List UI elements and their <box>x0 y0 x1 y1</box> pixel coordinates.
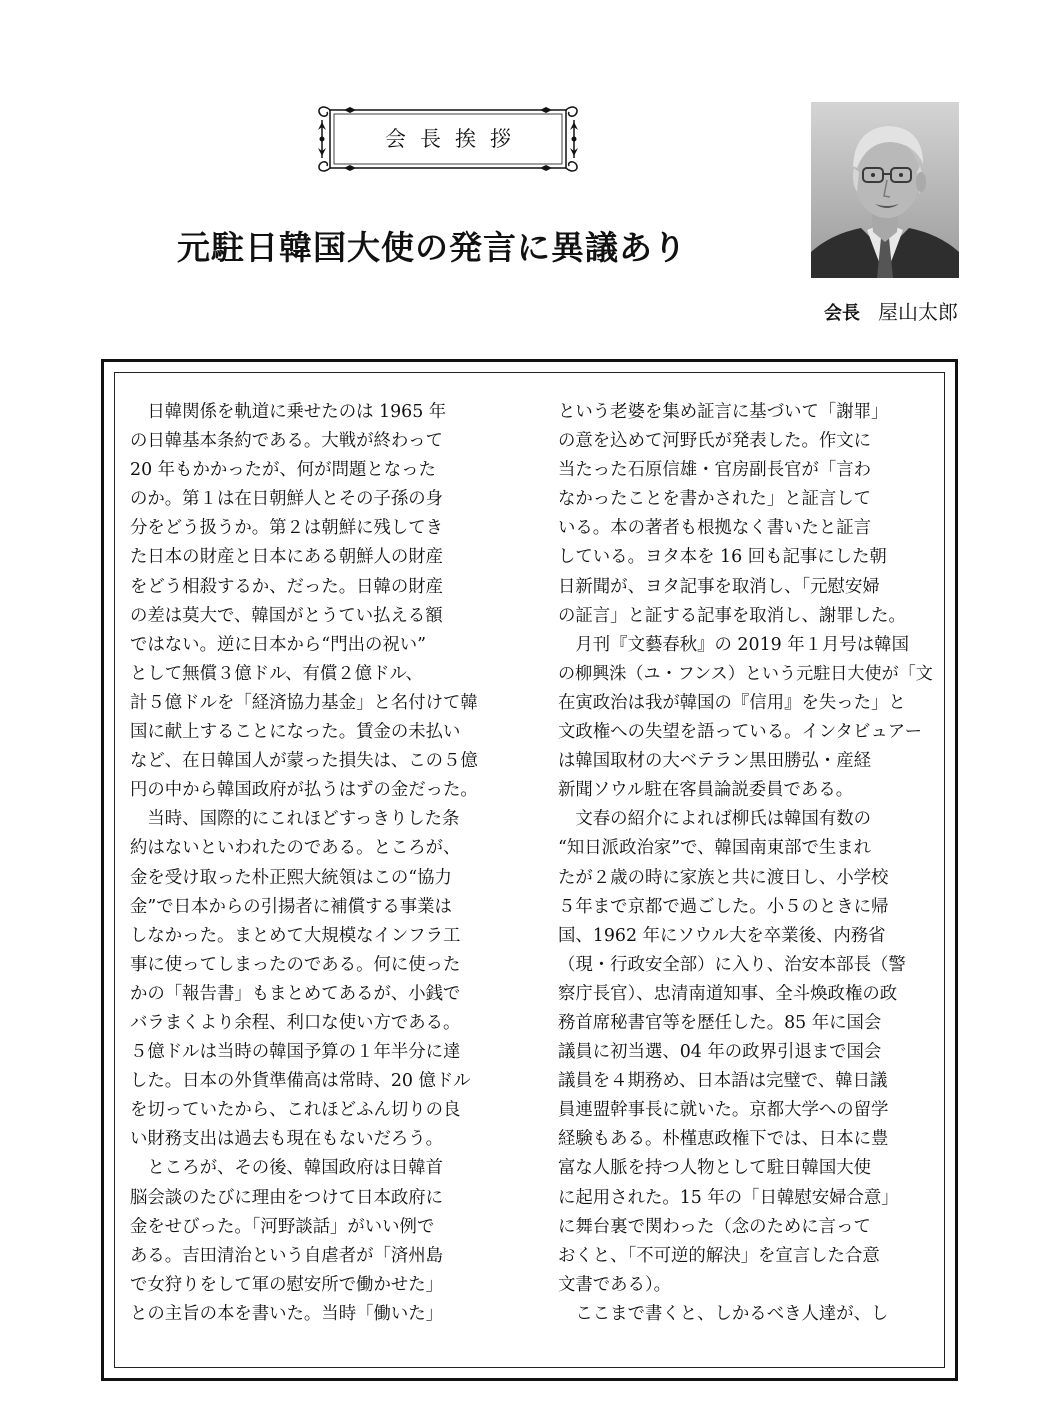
body-text-line: は韓国取材の大ベテラン黒田勝弘・産経 <box>558 751 872 772</box>
body-text-line: のか。第１は在日朝鮮人とその子孫の身 <box>130 489 444 510</box>
body-text-line: 富な人脈を持つ人物として駐日韓国大使 <box>558 1158 872 1179</box>
body-text-line: 円の中から韓国政府が払うはずの金だった。 <box>130 780 478 801</box>
body-text-line: を切っていたから、これほどふん切りの良 <box>130 1100 461 1121</box>
body-text-line: かの「報告書」もまとめてあるが、小銭で <box>130 983 461 1004</box>
body-text-line: の証言」と証する記事を取消し、謝罪した。 <box>558 605 906 626</box>
body-text-line: 当時、国際的にこれほどすっきりした条 <box>130 809 460 830</box>
body-text-line: なかったことを書かされた」と証言して <box>558 489 872 510</box>
body-text-line: たが２歳の時に家族と共に渡日し、小学校 <box>558 867 889 888</box>
body-text-line: た日本の財産と日本にある朝鮮人の財産 <box>130 547 444 568</box>
body-text-line: 当たった石原信雄・官房副長官が「言わ <box>558 460 872 481</box>
author-name: 屋山太郎 <box>878 300 958 324</box>
body-text-line: 議員に初当選、04 年の政界引退まで国会 <box>558 1042 882 1063</box>
body-text-line: で女狩りをして軍の慰安所で働かせた」 <box>130 1274 444 1295</box>
body-text-line: として無償３億ドル、有償２億ドル、 <box>130 663 423 684</box>
body-text-line: の意を込めて河野氏が発表した。作文に <box>558 431 872 452</box>
body-text-line: 察庁長官）、忠清南道知事、全斗煥政権の政 <box>558 983 898 1004</box>
body-text-line: など、在日韓国人が蒙った損失は、この５億 <box>130 751 478 772</box>
body-text-line: ある。吉田清治という自虐者が「済州島 <box>130 1245 444 1266</box>
body-text-line: した。日本の外貨準備高は常時、20 億ドル <box>130 1071 471 1092</box>
body-text-line: 月刊『文藝春秋』の 2019 年１月号は韓国 <box>558 634 909 655</box>
section-header <box>314 100 582 178</box>
body-text-line: に舞台裏で関わった（念のために言って <box>558 1216 871 1237</box>
body-text-line: 新聞ソウル駐在客員論説委員である。 <box>558 780 854 801</box>
body-text-line: 約はないといわれたのである。ところが、 <box>130 838 461 859</box>
body-text-line: 員連盟幹事長に就いた。京都大学への留学 <box>558 1100 889 1121</box>
author-role: 会長 <box>824 303 860 324</box>
body-text-line: ５年まで京都で過ごした。小５のときに帰 <box>558 896 889 917</box>
body-text-line: ここまで書くと、しかるべき人達が、し <box>558 1303 889 1324</box>
body-text-line: という老婆を集め証言に基づいて「謝罪」 <box>558 402 889 422</box>
body-text-line: 在寅政治は我が韓国の『信用』を失った」と <box>558 692 906 713</box>
body-text-line: 脳会談のたびに理由をつけて日本政府に <box>130 1187 444 1208</box>
body-text-line: いる。本の著者も根拠なく書いたと証言 <box>558 518 872 539</box>
body-text-line: 国に献上することになった。賃金の未払い <box>130 722 461 743</box>
body-text-line: 文書である）。 <box>558 1274 672 1295</box>
body-text-line: 議員を４期務め、日本語は完璧で、韓日議 <box>558 1071 888 1092</box>
article-title: 元駐日韓国大使の発言に異議あり <box>177 228 687 267</box>
body-text-line: （現・行政安全部）に入り、治安本部長（警 <box>558 954 906 975</box>
body-text-line: ところが、その後、韓国政府は日韓首 <box>130 1158 444 1179</box>
author-byline <box>824 296 958 325</box>
body-text-line: 金”で日本からの引揚者に補償する事業は <box>130 896 452 917</box>
body-text-line: 分をどう扱うか。第２は朝鮮に残してき <box>130 518 444 539</box>
body-text-line: をどう相殺するか、だった。日韓の財産 <box>130 576 444 597</box>
body-text-line: い財務支出は過去も現在もないだろう。 <box>130 1129 444 1150</box>
body-text-line: 計５億ドルを「経済協力基金」と名付けて韓 <box>130 692 478 713</box>
body-text-line: 経験もある。朴槿恵政権下では、日本に豊 <box>558 1129 889 1150</box>
section-label: 会長挨拶 <box>385 127 525 151</box>
body-text-line: の柳興洙（ユ・フンス）という元駐日大使が「文 <box>558 663 933 684</box>
body-text-line: の日韓基本条約である。大戦が終わって <box>130 431 443 452</box>
body-text-line: 文春の紹介によれば柳氏は韓国有数の <box>558 809 872 830</box>
body-text-line: に起用された。15 年の「日韓慰安婦合意」 <box>558 1187 899 1208</box>
body-column-left <box>130 398 505 1329</box>
body-text-line: の差は莫大で、韓国がとうてい払える額 <box>130 605 443 626</box>
body-text-line: ではない。逆に日本から“門出の祝い” <box>130 634 427 655</box>
body-column-right <box>558 398 933 1329</box>
body-text-line: 金をせびった。「河野談話」がいい例で <box>130 1216 435 1237</box>
body-text-line: しなかった。まとめて大規模なインフラ工 <box>130 925 461 946</box>
body-text-line: “知日派政治家”で、韓国南東部で生まれ <box>558 838 872 859</box>
body-text-line: 国、1962 年にソウル大を卒業後、内務省 <box>558 925 886 946</box>
body-text-line: ５億ドルは当時の韓国予算の１年半分に達 <box>130 1042 461 1063</box>
body-text-line: している。ヨタ本を 16 回も記事にした朝 <box>558 547 887 568</box>
body-text-line: との主旨の本を書いた。当時「働いた」 <box>130 1303 444 1324</box>
body-text-line: 20 年もかかったが、何が問題となった <box>130 460 436 481</box>
body-text-line: おくと、「不可逆的解決」を宣言した合意 <box>558 1245 880 1266</box>
body-text-line: 日新聞が、ヨタ記事を取消し、「元慰安婦 <box>558 576 880 597</box>
body-text-line: 文政権への失望を語っている。インタビュアー <box>558 722 922 743</box>
body-text-line: 事に使ってしまったのである。何に使った <box>130 954 461 975</box>
body-text-line: 日韓関係を軌道に乗せたのは 1965 年 <box>130 402 447 422</box>
body-text-line: 金を受け取った朴正熙大統領はこの“協力 <box>130 867 452 888</box>
body-text-line: バラまくより余程、利口な使い方である。 <box>130 1012 461 1033</box>
body-text-line: 務首席秘書官等を歴任した。85 年に国会 <box>558 1012 882 1033</box>
portrait-image <box>811 102 959 278</box>
author-photo <box>811 102 959 278</box>
